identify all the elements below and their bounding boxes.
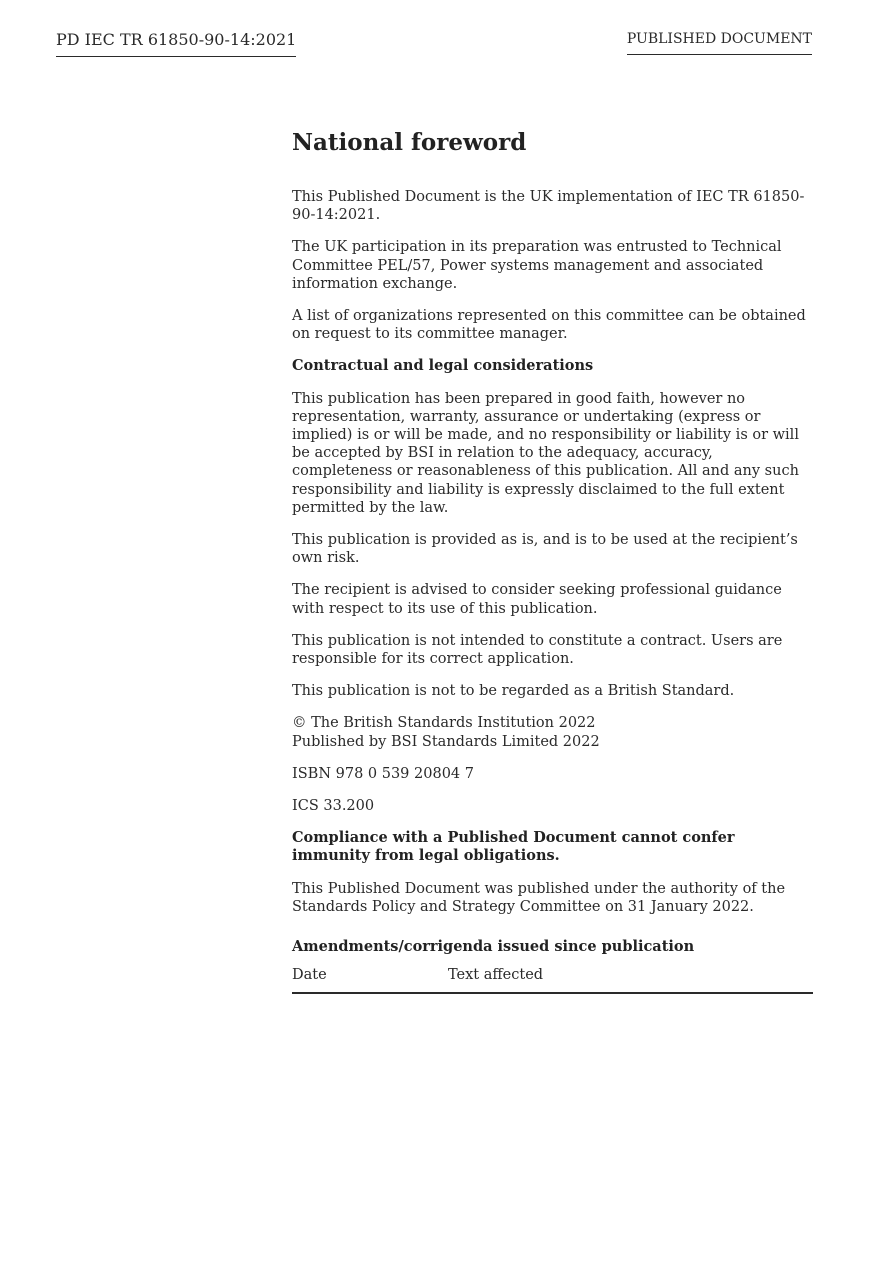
copyright-notice: © The British Standards Institution 2022 Published by BSI Standards Limited 2022 [292,715,600,750]
amendments-table [292,966,813,994]
contractual-heading: Contractual and legal considerations [292,357,594,375]
paragraph-professional-guidance: The recipient is advised to consider seeking professional guidance with respect to its use of this publication. [292,582,782,617]
isbn: ISBN 978 0 539 20804 7 [292,765,474,782]
amendments-header-row [292,966,813,993]
paragraph-not-contract: This publication is not intended to constitute a contract. Users are responsible for its correct application. [292,632,783,668]
paragraph-uk-participation: The UK participation in its preparation was entrusted to Technical Committee PEL/57, Power systems management and associated information exchange. [292,239,782,292]
paragraph-good-faith: This publication has been prepared in good faith, however no representation, warranty, assurance or undertaking (express or implied) is or will be made, and no responsibility or liability is or will be accepted by BSI in relation to the adequacy, accuracy, completeness or reasonableness of this publication. All and any such responsibility and liability is expressly disclaimed to the full extent permitted by the law. [292,390,799,516]
column-header-date: Date [292,966,448,993]
compliance-heading: Compliance with a Published Document cannot confer immunity from legal obligations. [292,829,735,865]
paragraph-not-british-standard: This publication is not to be regarded as a British Standard. [292,683,735,700]
document-type-label: PUBLISHED DOCUMENT [627,30,812,55]
amendments-heading: Amendments/corrigenda issued since publication [292,938,695,956]
page-title: National foreword [292,129,527,156]
paragraph-own-risk: This publication is provided as is, and is to be used at the recipient’s own risk. [292,532,798,567]
paragraph-uk-implementation: This Published Document is the UK implementation of IEC TR 61850-90-14:2021. [292,189,805,224]
paragraph-authority: This Published Document was published under the authority of the Standards Policy and Strategy Committee on 31 January 2022. [292,880,786,915]
document-id: PD IEC TR 61850-90-14:2021 [56,30,296,57]
national-foreword-section [292,128,814,994]
ics-code: ICS 33.200 [292,798,375,815]
column-header-text-affected: Text affected [448,966,813,993]
paragraph-committee-list: A list of organizations represented on this committee can be obtained on request to its committee manager. [292,308,806,343]
